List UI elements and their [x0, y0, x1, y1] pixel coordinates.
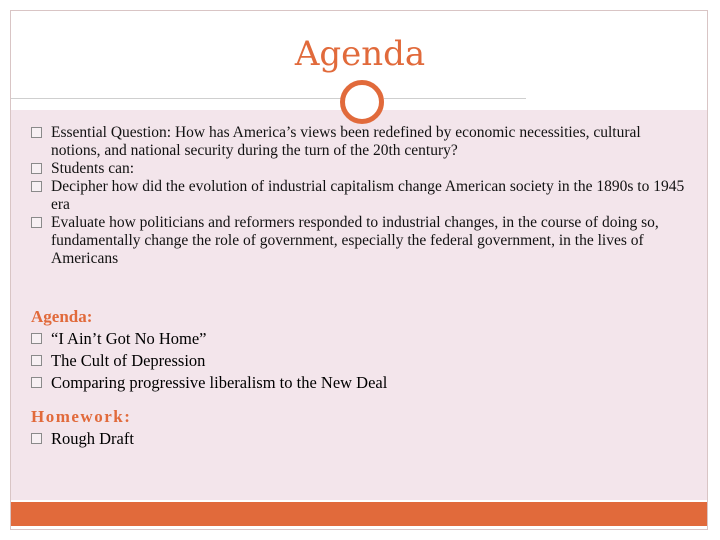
ring-ornament-icon: [340, 80, 384, 124]
bottom-accent-bar: [11, 502, 707, 526]
list-item: [31, 328, 691, 350]
homework-item: Rough Draft: [51, 429, 134, 448]
bullet-box-icon: [31, 333, 42, 344]
bullet-text: Decipher how did the evolution of industrial capitalism change American society in the 1890s to 1945 era: [51, 178, 685, 213]
title-divider-right: [384, 98, 526, 99]
bullet-text: Evaluate how politicians and reformers responded to industrial changes, in the course of doing so, fundamentally change the role of government, especially the federal government, in the lives of Americans: [51, 214, 659, 267]
bullet-decipher: [31, 178, 691, 214]
list-item: [31, 372, 691, 394]
agenda-section: [31, 306, 691, 394]
agenda-item: Comparing progressive liberalism to the New Deal: [51, 373, 388, 392]
bullet-box-icon: [31, 377, 42, 388]
bullet-text: Students can:: [51, 160, 135, 177]
slide-title: Agenda: [294, 34, 426, 74]
bullet-box-icon: [31, 181, 42, 192]
list-item: [31, 428, 691, 450]
bullet-evaluate: [31, 214, 691, 268]
bullet-box-icon: [31, 355, 42, 366]
bullet-essential-question: [31, 124, 691, 160]
agenda-item: “I Ain’t Got No Home”: [51, 329, 207, 348]
homework-section: [31, 406, 691, 450]
bullet-students-can: [31, 160, 691, 178]
agenda-item: The Cult of Depression: [51, 351, 206, 370]
bullet-box-icon: [31, 127, 42, 138]
agenda-heading: Agenda:: [31, 307, 93, 326]
bullet-box-icon: [31, 163, 42, 174]
intro-bullet-list: [31, 124, 691, 268]
title-divider-left: [11, 98, 341, 99]
bullet-box-icon: [31, 433, 42, 444]
bullet-box-icon: [31, 217, 42, 228]
bullet-text: Essential Question: How has America’s views been redefined by economic necessities, cultural notions, and national security during the turn of the 20th century?: [51, 124, 641, 159]
list-item: [31, 350, 691, 372]
homework-heading: Homework:: [31, 407, 132, 426]
